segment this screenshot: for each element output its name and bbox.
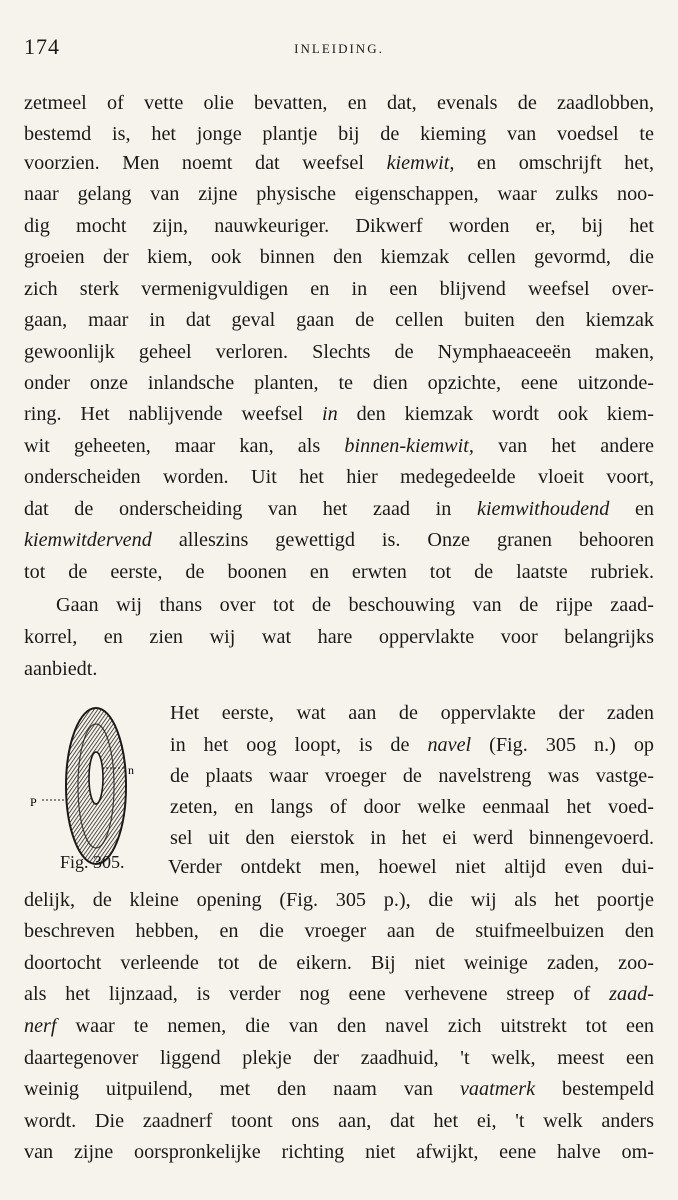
text-line: dat de onderscheiding van het zaad in kiemwithoudend en [24,498,655,520]
text-line: naar gelang van zijne physische eigenschappen, waar zulks noo- [24,183,654,205]
figure-305-seed [16,700,162,870]
text-line: tot de eerste, de boonen en erwten tot de laatste rubriek. [24,561,654,583]
seed-illustration [16,700,162,870]
text-line: wit geheeten, maar kan, als binnen-kiemwit, van het andere [24,435,654,457]
text-line: voorzien. Men noemt dat weefsel kiemwit, en omschrijft het, [24,152,655,174]
text-line: groeien der kiem, ook binnen den kiemzak cellen gevormd, die [24,246,654,268]
text-line: nerf waar te nemen, die van den navel zich uitstrekt tot een [24,1015,655,1037]
text-line: van zijne oorspronkelijke richting niet afwijkt, eene halve om- [24,1141,654,1163]
term-navel: navel [427,734,472,756]
text-line: Het eerste, wat aan de oppervlakte der zaden [170,702,654,724]
page-header [24,34,654,64]
term-vaatmerk: vaatmerk [459,1078,536,1100]
term-kiemwit: kiemwit, [386,152,455,174]
text-line: de plaats waar vroeger de navelstreng was vastge- [170,765,654,787]
text-line: ring. Het nablijvende weefsel in den kiemzak wordt ook kiem- [24,403,655,425]
text-line: onderscheiden worden. Uit het hier medegedeelde vloeit voort, [24,466,654,488]
figure-label-p: P [30,795,37,809]
text-line: onder onze inlandsche planten, te dien opzichte, eene uitzonde- [24,372,654,394]
figure-caption: Fig. 305. [60,852,125,872]
text-line: als het lijnzaad, is verder nog eene verhevene streep of zaad- [24,983,654,1005]
text-line: gewoonlijk geheel verloren. Slechts de Nymphaeaceeën maken, [24,341,654,363]
text-line: delijk, de kleine opening (Fig. 305 p.), die wij als het poortje [24,889,654,911]
text-line: bestemd is, het jonge plantje bij de kieming van voedsel te [24,123,654,145]
text-line: kiemwitdervend alleszins gewettigd is. Onze granen behooren [24,529,655,551]
text-line: Verder ontdekt men, hoewel niet altijd even dui- [168,856,654,878]
text-line: doortocht verleende tot de eikern. Bij niet weinige zaden, zoo- [24,952,654,974]
term-kiemwithoudend: kiemwithoudend [476,498,610,520]
text-line: korrel, en zien wij wat hare oppervlakte voor belangrijks [24,626,654,648]
text-line: zetmeel of vette olie bevatten, en dat, evenals de zaadlobben, [24,92,654,114]
term-kiemwitdervend: kiemwitdervend [24,529,152,551]
page-number: 174 [24,34,60,59]
text-line: daartegenover liggend plekje der zaadhuid, 't welk, meest een [24,1047,654,1069]
term-binnen-kiemwit: binnen-kiemwit, [344,435,474,457]
term-zaadnerf: zaad- [609,983,654,1005]
text-line: dig mocht zijn, nauwkeuriger. Dikwerf worden er, bij het [24,215,654,237]
text-line: sel uit den eierstok in het ei werd binnengevoerd. [170,827,654,849]
text-line: aanbiedt. [24,658,98,680]
text-line: wordt. Die zaadnerf toont ons aan, dat het ei, 't welk anders [24,1110,654,1132]
text-line: zeten, en langs of door welke eenmaal het voed- [170,796,654,818]
text-line: weinig uitpuilend, met den naam van vaatmerk bestempeld [24,1078,654,1100]
term-nerf: nerf [24,1015,57,1037]
text-line: gaan, maar in dat geval gaan de cellen buiten den kiemzak [24,309,654,331]
text-line: beschreven hebben, en die vroeger aan de stuifmeelbuizen den [24,920,654,942]
text-line: in het oog loopt, is de navel (Fig. 305 n.) op [170,734,654,756]
figure-label-n: n [128,763,134,777]
term-in: in [322,403,338,425]
text-line: zich sterk vermenigvuldigen en in een blijvend weefsel over- [24,278,654,300]
running-head: INLEIDING. [294,41,384,56]
text-line: Gaan wij thans over tot de beschouwing van de rijpe zaad- [56,594,654,616]
